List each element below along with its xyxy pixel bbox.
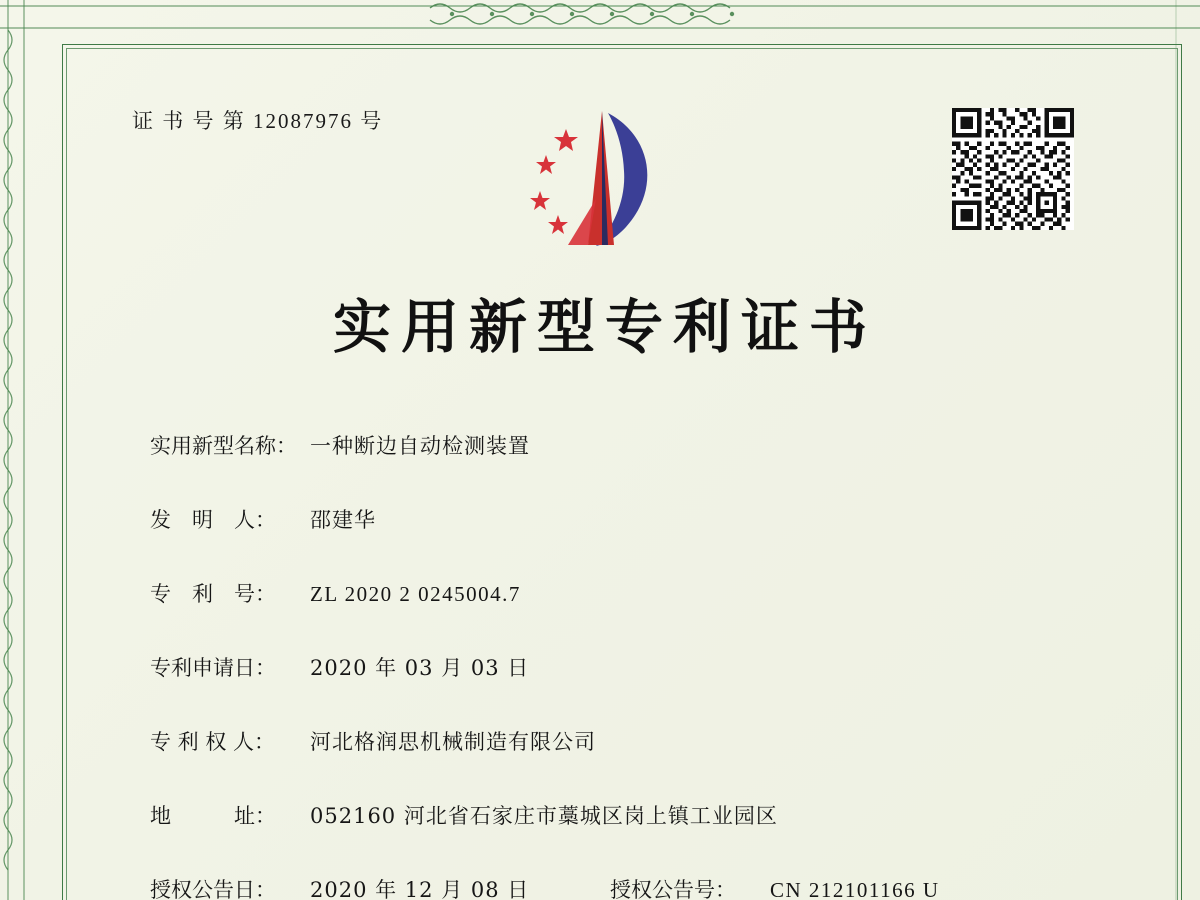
field-label: 授权公告日： bbox=[150, 878, 276, 900]
field-grant-row bbox=[150, 874, 1100, 900]
field-grant-date bbox=[150, 874, 529, 900]
field-value: 邵建华 bbox=[310, 508, 376, 532]
field-label: 专 利 号： bbox=[150, 582, 276, 606]
field-grant-publication-number bbox=[610, 874, 940, 900]
field-value: 一种断边自动检测装置 bbox=[310, 434, 530, 458]
qr-code bbox=[952, 108, 1074, 230]
field-address bbox=[150, 800, 1100, 874]
field-label: 发 明 人： bbox=[150, 508, 276, 532]
certificate-number: 证 书 号 第 12087976 号 bbox=[132, 109, 384, 133]
field-value: 2020 年 03 月 03 日 bbox=[310, 656, 530, 680]
field-value: 2020 年 12 月 08 日 bbox=[310, 878, 530, 900]
page-title: 实用新型专利证书 bbox=[332, 293, 877, 361]
field-patent-number bbox=[150, 578, 1100, 652]
field-label: 专利申请日： bbox=[150, 656, 276, 680]
field-value: ZL 2020 2 0245004.7 bbox=[310, 582, 521, 606]
cnipa-emblem-icon bbox=[510, 95, 670, 255]
field-label: 实用新型名称： bbox=[150, 434, 297, 458]
field-utility-model-name bbox=[150, 430, 1100, 504]
field-value: 河北格润思机械制造有限公司 bbox=[310, 730, 596, 754]
field-label: 授权公告号： bbox=[610, 878, 736, 900]
field-inventor bbox=[150, 504, 1100, 578]
field-value: 052160 河北省石家庄市藁城区岗上镇工业园区 bbox=[310, 804, 778, 828]
field-label: 地 址： bbox=[150, 804, 276, 828]
field-label: 专 利 权 人： bbox=[150, 730, 276, 754]
field-patentee bbox=[150, 726, 1100, 800]
field-value: CN 212101166 U bbox=[770, 878, 940, 900]
field-application-date bbox=[150, 652, 1100, 726]
field-list bbox=[150, 430, 1100, 900]
